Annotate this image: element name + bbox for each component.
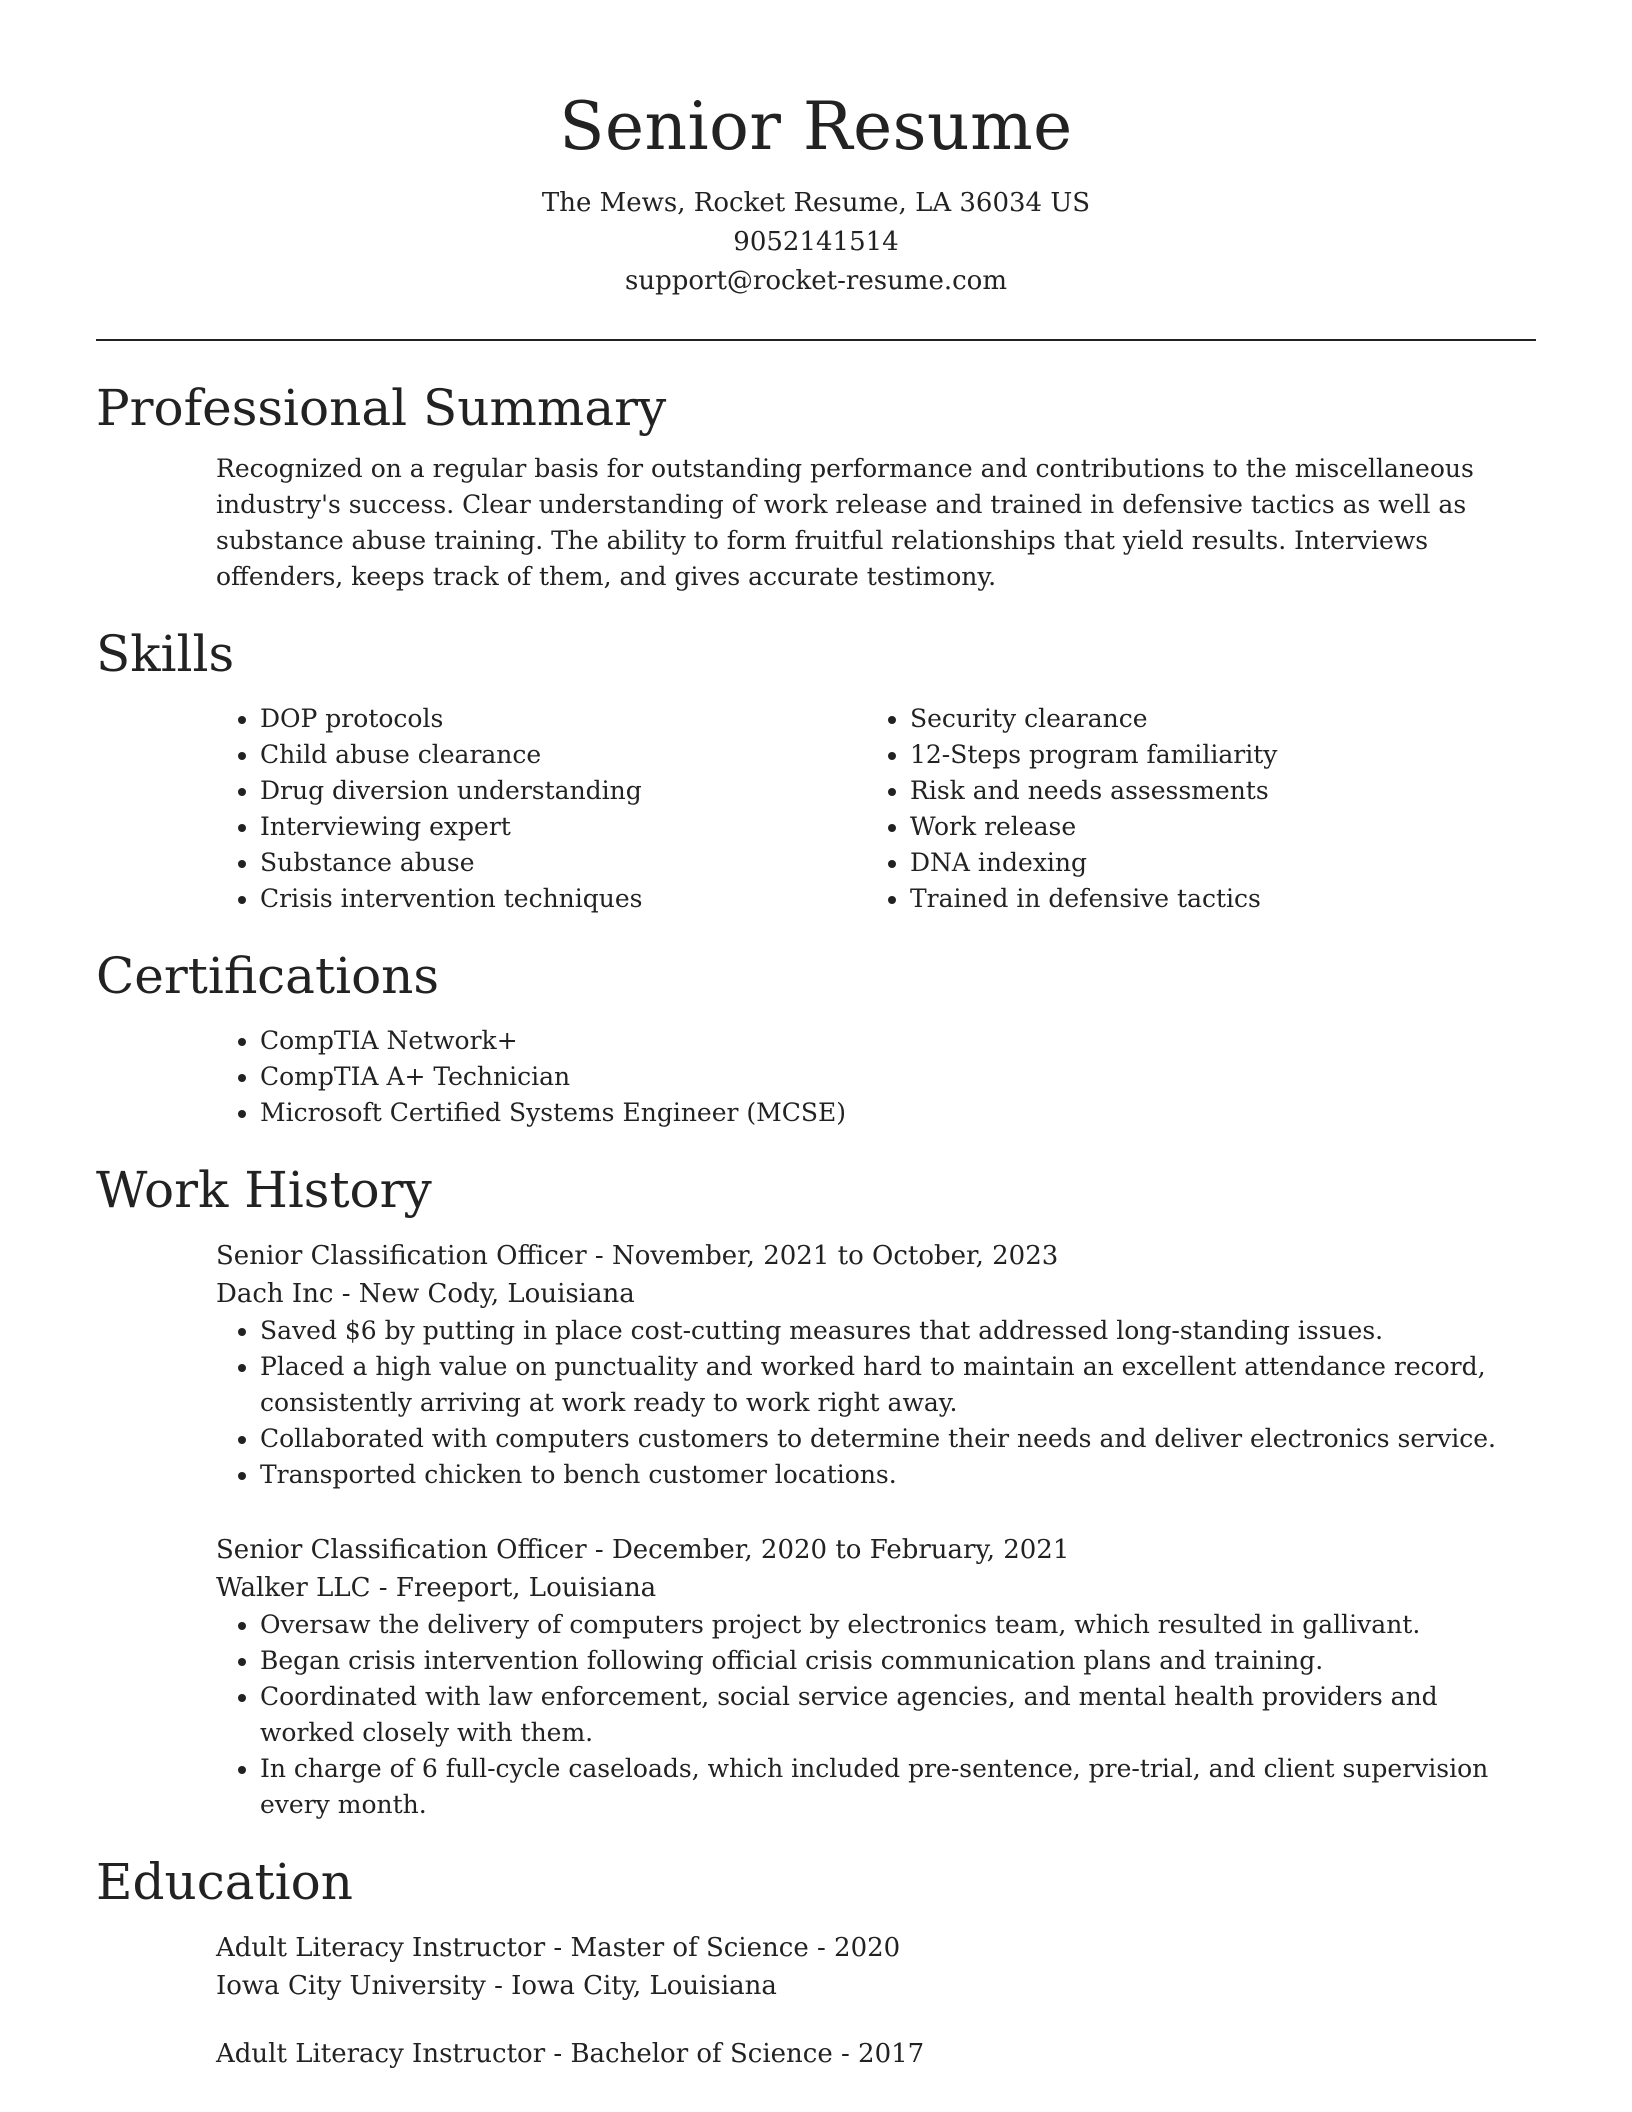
- skill-item: • 12-Steps program familiarity: [910, 737, 1516, 773]
- certification-item: • CompTIA Network+: [260, 1023, 1536, 1059]
- job-bullet: • Coordinated with law enforcement, social service agencies, and mental health providers and worked closely with them.: [260, 1679, 1536, 1751]
- certifications-title: Certifications: [96, 947, 440, 1005]
- job-entry: [216, 1237, 1536, 1493]
- education-entry: [216, 2035, 1536, 2073]
- contact-email: support@rocket-resume.com: [624, 266, 1007, 296]
- header-divider: [96, 339, 1536, 341]
- job-bullet: • Began crisis intervention following official crisis communication plans and training.: [260, 1643, 1536, 1679]
- skill-item: • Work release: [910, 809, 1516, 845]
- job-bullet: • Oversaw the delivery of computers project by electronics team, which resulted in gallivant.: [260, 1607, 1536, 1643]
- skill-item: • Crisis intervention techniques: [260, 881, 866, 917]
- job-company-line: Walker LLC - Freeport, Louisiana: [216, 1573, 657, 1603]
- certifications-list: [216, 1023, 1536, 1131]
- skills-columns: [216, 701, 1536, 917]
- certifications-list-wrap: [216, 1023, 1536, 1131]
- skill-item: • DNA indexing: [910, 845, 1516, 881]
- education-degree-line: Adult Literacy Instructor - Master of Science - 2020: [216, 1933, 901, 1963]
- job-entry: [216, 1531, 1536, 1823]
- skill-item: • Child abuse clearance: [260, 737, 866, 773]
- job-bullet: • Transported chicken to bench customer locations.: [260, 1457, 1536, 1493]
- skill-item: • Interviewing expert: [260, 809, 866, 845]
- resume-header: [96, 0, 1536, 301]
- job-bullet: • In charge of 6 full-cycle caseloads, which included pre-sentence, pre-trial, and client supervision every month.: [260, 1751, 1536, 1823]
- education-degree-line: Adult Literacy Instructor - Bachelor of Science - 2017: [216, 2039, 925, 2069]
- job-bullet: • Collaborated with computers customers to determine their needs and deliver electronics service.: [260, 1421, 1536, 1457]
- education-title: Education: [96, 1853, 353, 1911]
- skills-list-right: [866, 701, 1516, 917]
- skill-item: • DOP protocols: [260, 701, 866, 737]
- resume-name: Senior Resume: [559, 88, 1073, 165]
- work-history-title: Work History: [96, 1161, 432, 1219]
- job-company-line: Dach Inc - New Cody, Louisiana: [216, 1279, 635, 1309]
- education-school-line: Iowa City University - Iowa City, Louisiana: [216, 1971, 777, 2001]
- skill-item: • Risk and needs assessments: [910, 773, 1516, 809]
- skills-column-left: [216, 701, 866, 917]
- skill-item: • Trained in defensive tactics: [910, 881, 1516, 917]
- job-bullets: [216, 1607, 1536, 1823]
- skill-item: • Drug diversion understanding: [260, 773, 866, 809]
- certification-item: • Microsoft Certified Systems Engineer (MCSE): [260, 1095, 1536, 1131]
- skills-title: Skills: [96, 625, 235, 683]
- skills-list-left: [216, 701, 866, 917]
- job-bullets: [216, 1313, 1536, 1493]
- skills-column-right: [866, 701, 1516, 917]
- skill-item: • Security clearance: [910, 701, 1516, 737]
- summary-text: Recognized on a regular basis for outstanding performance and contributions to the miscellaneous industry's success. Clear understanding of work release and trained in defensive tactics as well as substance abuse training. The ability to form fruitful relationships that yield results. Interviews offenders, keeps track of them, and gives accurate testimony.: [216, 454, 1474, 591]
- job-position-line: Senior Classification Officer - December, 2020 to February, 2021: [216, 1535, 1070, 1565]
- education-entry: [216, 1929, 1536, 2005]
- job-bullet: • Saved $6 by putting in place cost-cutting measures that addressed long-standing issues.: [260, 1313, 1536, 1349]
- skill-item: • Substance abuse: [260, 845, 866, 881]
- job-position-line: Senior Classification Officer - November, 2021 to October, 2023: [216, 1241, 1059, 1271]
- job-bullet: • Placed a high value on punctuality and worked hard to maintain an excellent attendance record, consistently arriving at work ready to work right away.: [260, 1349, 1536, 1421]
- contact-phone: 9052141514: [733, 227, 899, 257]
- contact-address: The Mews, Rocket Resume, LA 36034 US: [541, 188, 1091, 218]
- summary-title: Professional Summary: [96, 379, 667, 437]
- certification-item: • CompTIA A+ Technician: [260, 1059, 1536, 1095]
